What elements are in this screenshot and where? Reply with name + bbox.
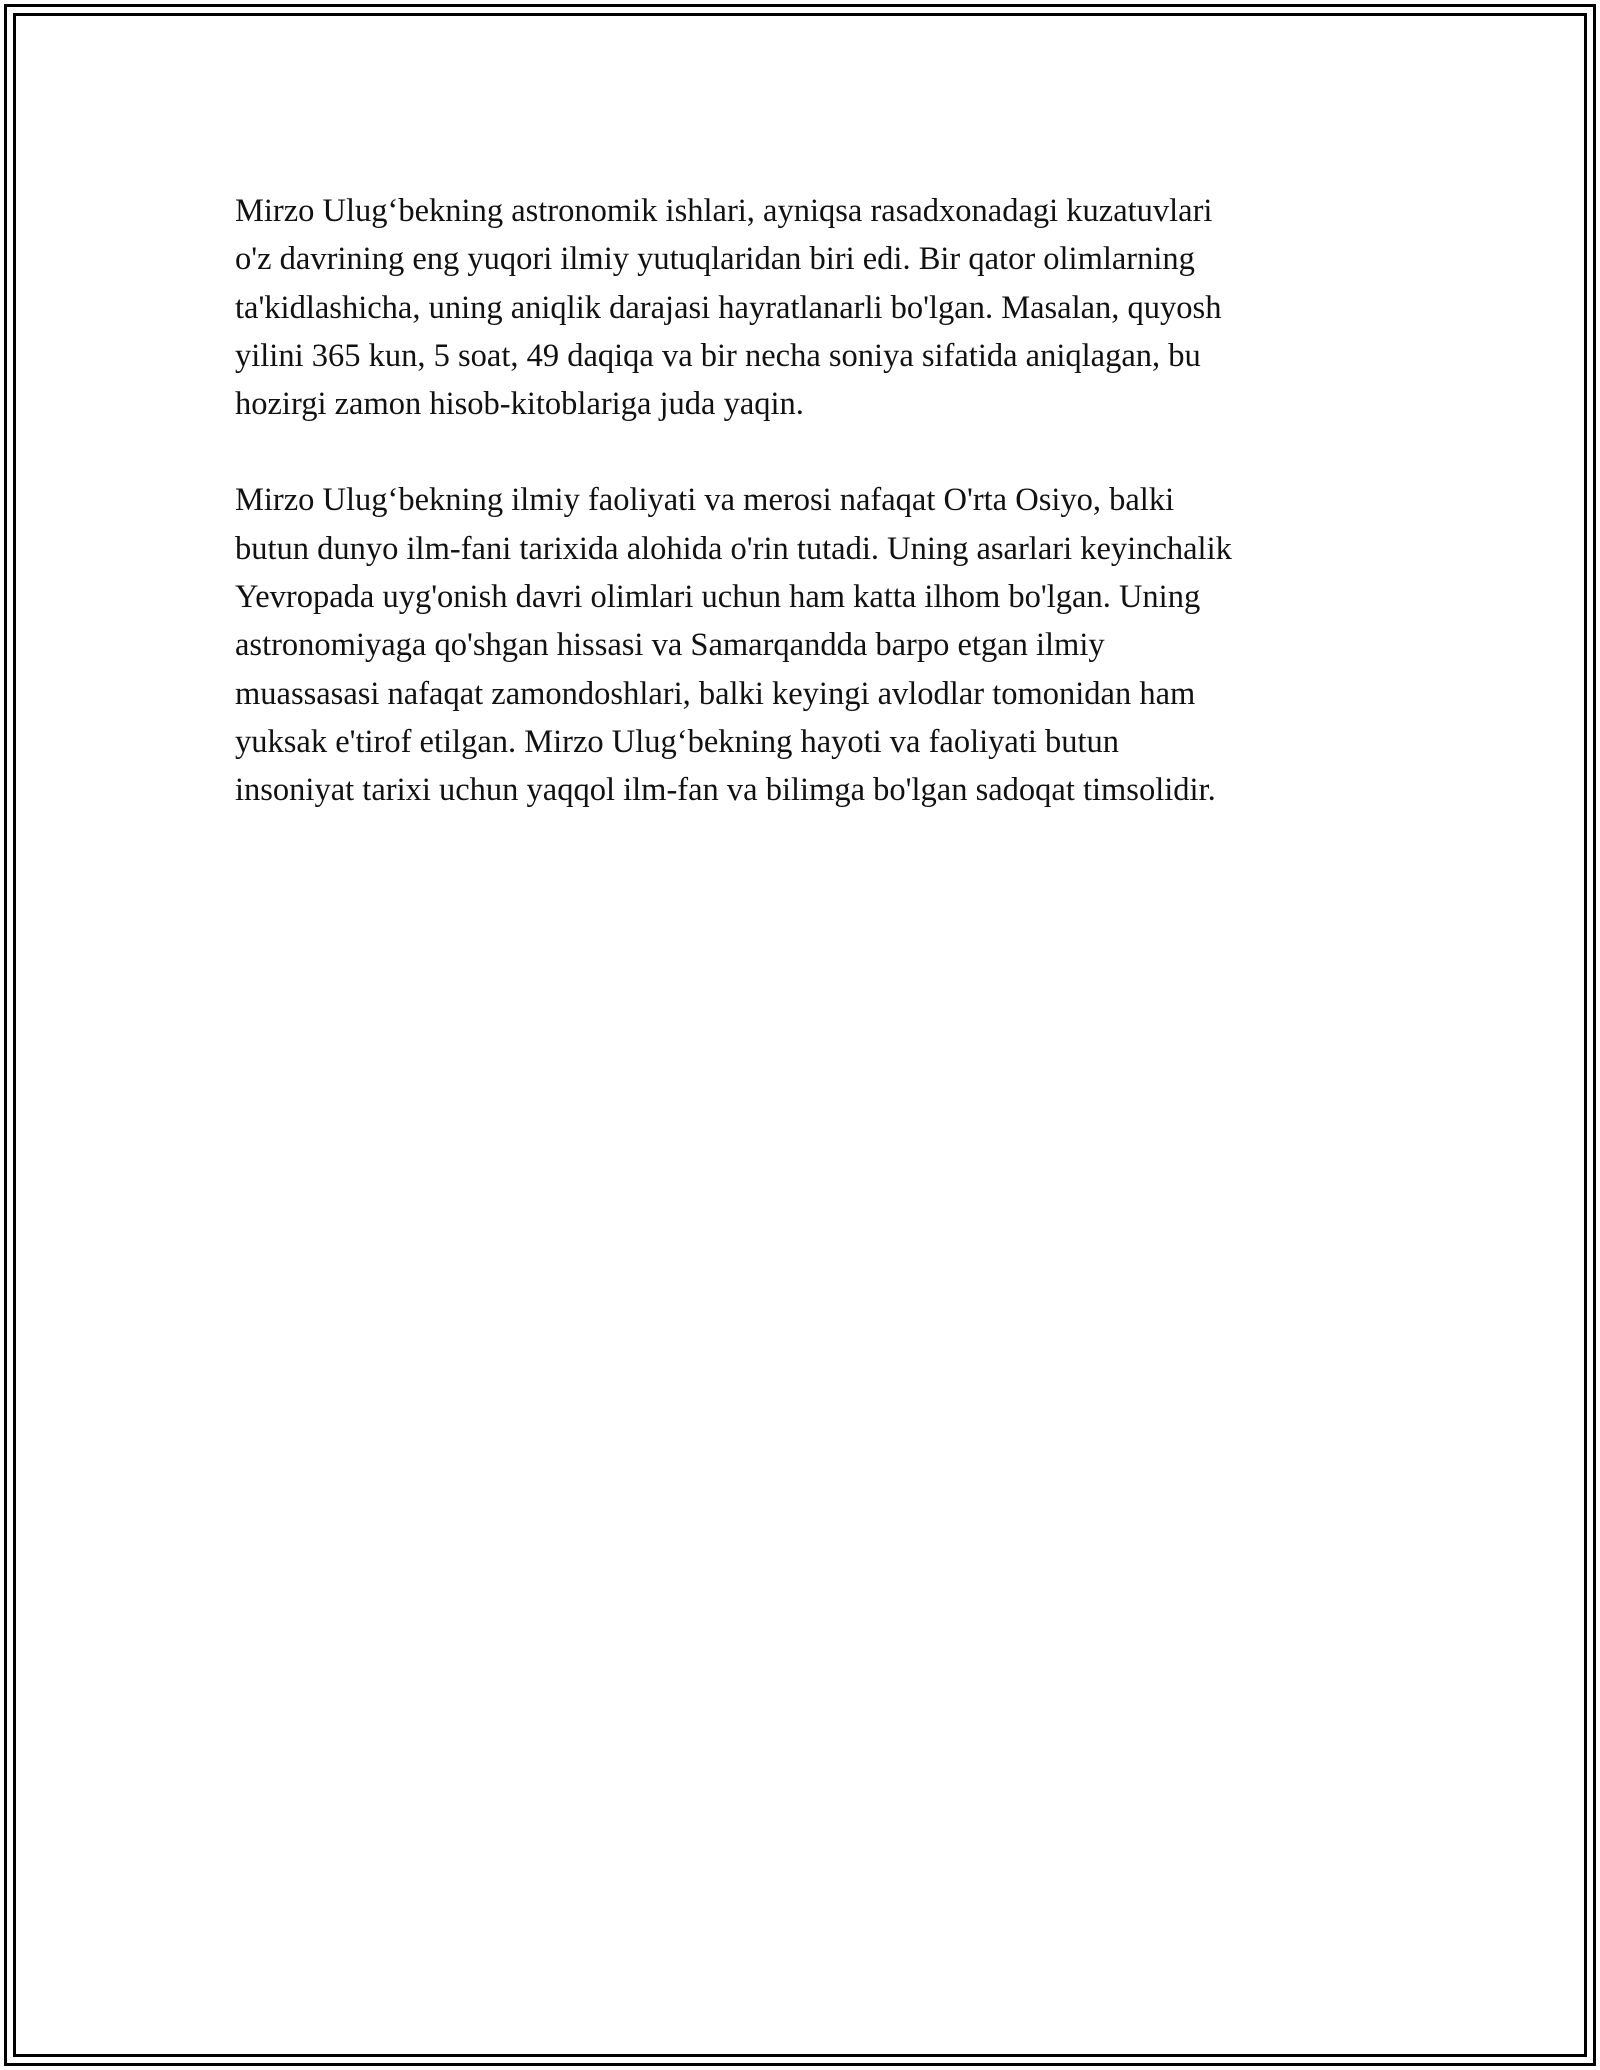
paragraph-line: astronomiyaga qo'shgan hissasi va Samarqandda barpo etgan ilmiy (235, 627, 1105, 664)
paragraph-line: insoniyat tarixi uchun yaqqol ilm-fan va bilimga bo'lgan sadoqat timsolidir. (235, 772, 1216, 809)
paragraph-line: muassasasi nafaqat zamondoshlari, balki keyingi avlodlar tomonidan ham (235, 675, 1196, 712)
paragraph-2 (235, 476, 1365, 814)
document-body (235, 187, 1365, 815)
paragraph-1 (235, 187, 1365, 428)
paragraph-line: yilini 365 kun, 5 soat, 49 daqiqa va bir necha soniya sifatida aniqlagan, bu (235, 337, 1201, 374)
paragraph-line: Yevropada uyg'onish davri olimlari uchun ham katta ilhom bo'lgan. Uning (235, 579, 1201, 616)
paragraph-line: o'z davrining eng yuqori ilmiy yutuqlaridan biri edi. Bir qator olimlarning (235, 241, 1195, 278)
paragraph-line: Mirzo Ulug‘bekning ilmiy faoliyati va merosi nafaqat O'rta Osiyo, balki (235, 482, 1175, 519)
paragraph-line: Mirzo Ulug‘bekning astronomik ishlari, ayniqsa rasadxonadagi kuzatuvlari (235, 193, 1213, 229)
paragraph-line: butun dunyo ilm-fani tarixida alohida o'rin tutadi. Uning asarlari keyinchalik (235, 530, 1232, 567)
paragraph-line: yuksak e'tirof etilgan. Mirzo Ulug‘bekning hayoti va faoliyati butun (235, 723, 1120, 760)
paragraph-line: hozirgi zamon hisob-kitoblariga juda yaqin. (235, 386, 804, 423)
paragraph-line: ta'kidlashicha, uning aniqlik darajasi hayratlanarli bo'lgan. Masalan, quyosh (235, 289, 1222, 326)
